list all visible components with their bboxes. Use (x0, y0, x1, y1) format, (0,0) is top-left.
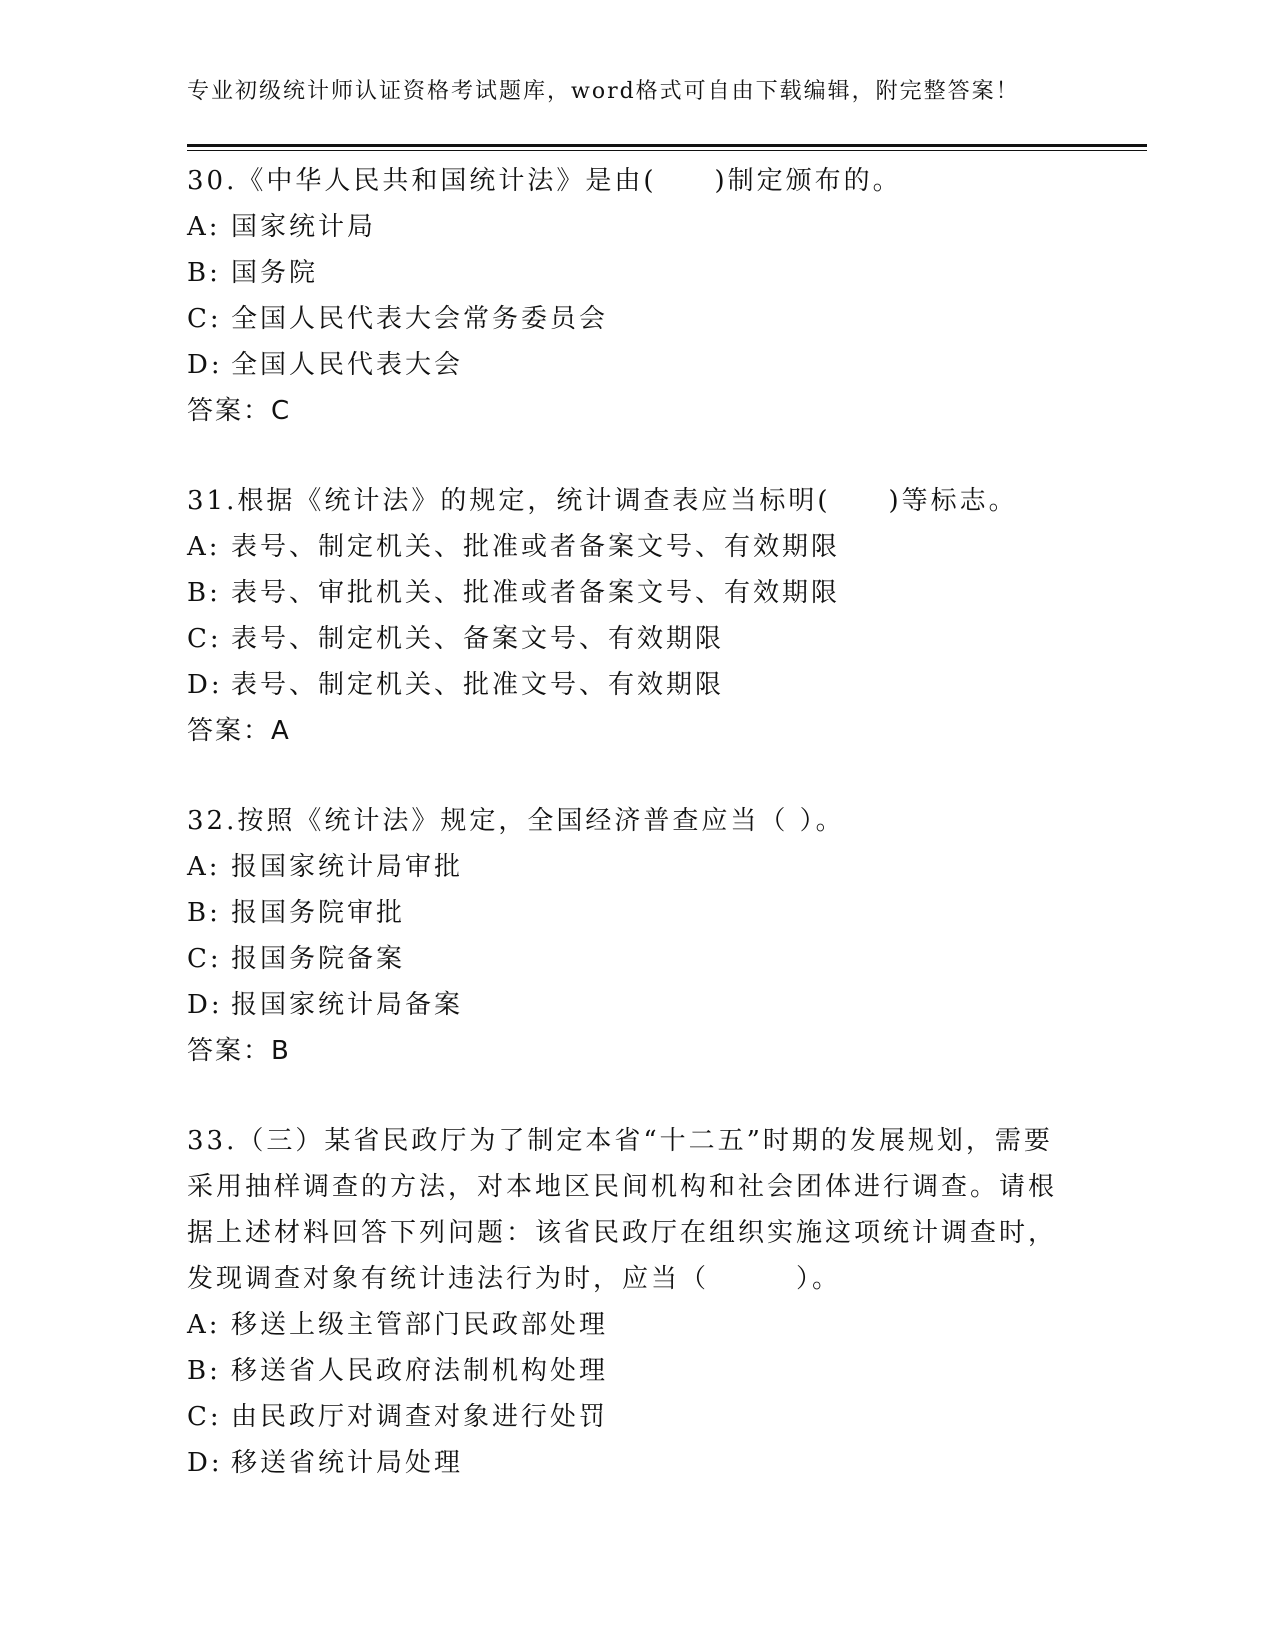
option-letter: A: (187, 532, 221, 562)
question-list (187, 158, 1087, 1530)
option-b (187, 890, 1087, 936)
option-text: 国家统计局 (231, 212, 377, 242)
option-letter: D: (187, 670, 223, 700)
option-letter: D: (187, 350, 223, 380)
option-letter: A: (187, 212, 221, 242)
question-stem-line-1: 33.（三）某省民政厅为了制定本省“十二五”时期的发展规划，需要 (187, 1126, 1053, 1156)
option-text: 移送省统计局处理 (231, 1448, 464, 1478)
option-text: 报国家统计局审批 (231, 852, 464, 882)
option-letter: B: (187, 258, 221, 288)
option-letter: D: (187, 990, 223, 1020)
option-letter: B: (187, 1356, 221, 1386)
option-text: 表号、审批机关、批准或者备案文号、有效期限 (231, 578, 841, 608)
question-stem: 32.按照《统计法》规定，全国经济普查应当（ ）。 (187, 806, 845, 836)
option-text: 报国务院审批 (231, 898, 406, 928)
option-a (187, 844, 1087, 890)
question-33 (187, 1118, 1087, 1486)
option-d (187, 1440, 1087, 1486)
option-text: 报国务院备案 (231, 944, 406, 974)
question-stem-line-2: 采用抽样调查的方法，对本地区民间机构和社会团体进行调查。请根 (187, 1172, 1058, 1202)
page-header: 专业初级统计师认证资格考试题库，word格式可自由下载编辑，附完整答案！ (187, 79, 1020, 104)
option-letter: C: (187, 304, 222, 334)
option-b (187, 1348, 1087, 1394)
header-rule-thick (187, 144, 1147, 147)
option-c (187, 1394, 1087, 1440)
option-text: 由民政厅对调查对象进行处罚 (231, 1402, 609, 1432)
option-text: 表号、制定机关、备案文号、有效期限 (231, 624, 725, 654)
option-a (187, 204, 1087, 250)
question-stem-line-4: 发现调查对象有统计违法行为时，应当（ ）。 (187, 1264, 842, 1294)
option-text: 全国人民代表大会 (231, 350, 464, 380)
question-stem-line-3: 据上述材料回答下列问题：该省民政厅在组织实施这项统计调查时， (187, 1218, 1058, 1248)
option-letter: D: (187, 1448, 223, 1478)
option-c (187, 616, 1087, 662)
option-text: 移送上级主管部门民政部处理 (231, 1310, 609, 1340)
option-text: 报国家统计局备案 (231, 990, 464, 1020)
option-d (187, 342, 1087, 388)
question-stem: 30.《中华人民共和国统计法》是由( )制定颁布的。 (187, 166, 902, 196)
answer-text: 答案：C (187, 396, 292, 426)
option-text: 国务院 (231, 258, 319, 288)
answer-text: 答案：B (187, 1036, 291, 1066)
option-letter: B: (187, 898, 221, 928)
option-letter: A: (187, 852, 221, 882)
option-text: 移送省人民政府法制机构处理 (231, 1356, 609, 1386)
header-rule-thin (187, 150, 1147, 151)
option-c (187, 936, 1087, 982)
option-letter: C: (187, 1402, 222, 1432)
option-text: 表号、制定机关、批准文号、有效期限 (231, 670, 725, 700)
option-letter: C: (187, 624, 222, 654)
question-stem: 31.根据《统计法》的规定，统计调查表应当标明( )等标志。 (187, 486, 1018, 516)
option-letter: C: (187, 944, 222, 974)
question-32 (187, 798, 1087, 1074)
option-b (187, 250, 1087, 296)
option-text: 表号、制定机关、批准或者备案文号、有效期限 (231, 532, 841, 562)
option-letter: A: (187, 1310, 221, 1340)
option-b (187, 570, 1087, 616)
question-30 (187, 158, 1087, 434)
option-d (187, 662, 1087, 708)
answer-text: 答案：A (187, 716, 291, 746)
question-31 (187, 478, 1087, 754)
option-letter: B: (187, 578, 221, 608)
option-c (187, 296, 1087, 342)
option-text: 全国人民代表大会常务委员会 (231, 304, 609, 334)
option-a (187, 524, 1087, 570)
option-a (187, 1302, 1087, 1348)
option-d (187, 982, 1087, 1028)
